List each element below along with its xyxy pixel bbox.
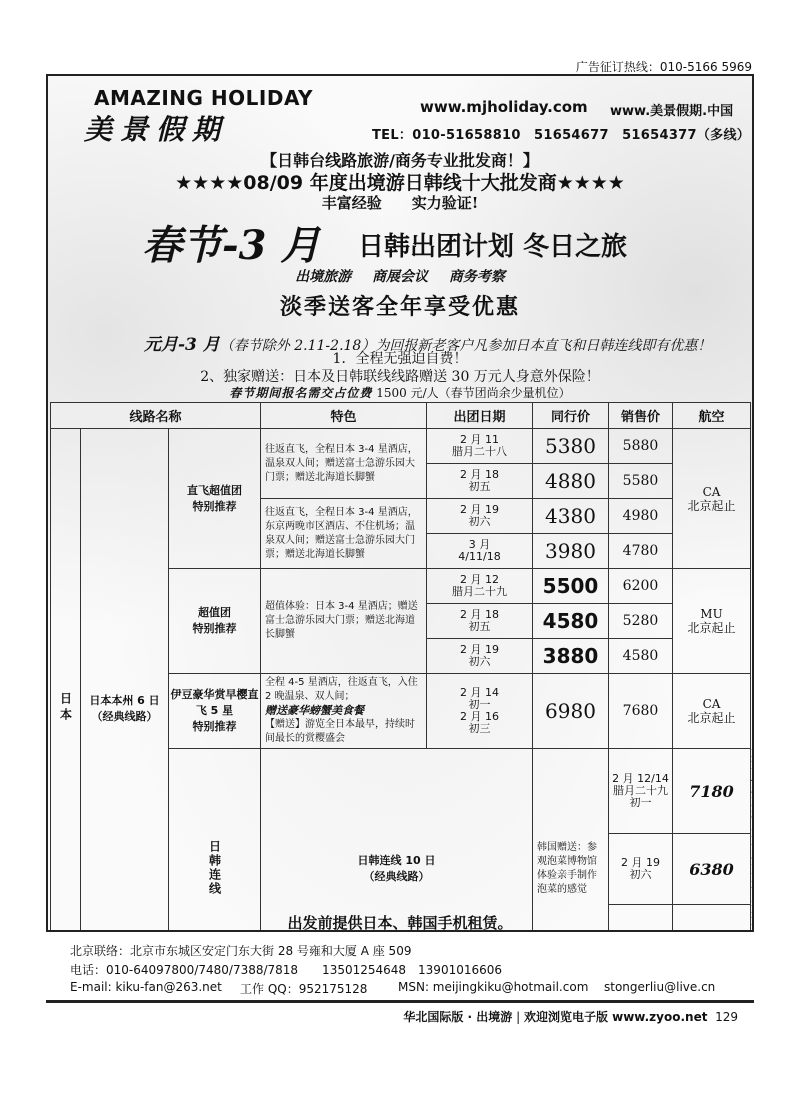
services: 出境旅游 商展会议 商务考察	[295, 269, 505, 285]
date-cell: 2 月 19 初六	[609, 834, 673, 905]
sale-price: 6200	[609, 569, 673, 604]
feature-direct-1: 往返直飞，全程日本 3-4 星酒店，温泉双人间；赠送富士急游乐园大门票；赠送北海道长脚蟹	[261, 429, 427, 499]
peer-price: 5500	[533, 569, 609, 604]
airline-ca-2: CA 北京起止	[673, 674, 751, 749]
brand-chinese: 美景假期	[84, 113, 229, 146]
browse-text[interactable]: 欢迎浏览电子版 www.zyoo.net	[523, 1010, 708, 1024]
contact-address: 北京联络：北京市东城区安定门东大街 28 号雍和大厦 A 座 509	[70, 944, 412, 958]
peer-price: 4380	[533, 499, 609, 534]
feature-jk: 韩国赠送：参观泡菜博物馆体验亲手制作泡菜的感觉	[533, 749, 609, 933]
headline-title: 日韩出团计划 冬日之旅	[358, 232, 628, 262]
ad-frame	[46, 74, 754, 932]
subgroup-izu: 伊豆豪华赏早樱直飞 5 星 特别推荐	[169, 674, 261, 749]
header-sale-price: 销售价	[609, 403, 673, 429]
slogan: 淡季送客全年享受优惠	[279, 294, 520, 320]
tour-table	[50, 402, 751, 932]
feature-value: 超值体验：日本 3-4 星酒店；赠送富士急游乐园大门票；赠送北海道长脚蟹	[261, 569, 427, 674]
date-cell: 3 月 4/11/18	[427, 534, 533, 569]
offer-period: 元月-3 月	[144, 335, 220, 355]
footer-divider	[46, 1000, 754, 1003]
peer-price: 3880	[533, 639, 609, 674]
peer-price: 3980	[533, 534, 609, 569]
subgroup-direct: 直飞超值团 特别推荐	[169, 429, 261, 569]
route-jk	[261, 749, 533, 933]
date-cell: 2 月 18 初五	[427, 604, 533, 639]
header-airline: 航空	[673, 403, 751, 429]
phone-rental-notice: 出发前提供日本、韩国手机租赁。	[287, 914, 513, 932]
date-cell: 2 月 12/14 腊月二十九 初一	[609, 749, 673, 834]
contact-msn[interactable]: MSN: meijingkiku@hotmail.com	[398, 980, 589, 994]
table-row	[51, 429, 751, 464]
peer-price: 4580	[533, 604, 609, 639]
contact-phones: 电话：010-64097800/7480/7388/7818 13501254648 13901016606	[70, 963, 503, 977]
page-footer: 华北国际版 · 出境游 | 欢迎浏览电子版 www.zyoo.net 129	[403, 1010, 738, 1024]
peer-price: 4880	[533, 464, 609, 499]
sale-price: 5280	[609, 604, 673, 639]
sale-price: 5880	[609, 429, 673, 464]
route-japan-name: 日本本州 6 日	[89, 694, 160, 707]
table-header-row	[51, 403, 751, 429]
sale-price: 5580	[609, 464, 673, 499]
airline-ca: CA 北京起止	[673, 429, 751, 569]
region-japan-label: 日本	[58, 691, 73, 724]
ad-hotline: 广告征订热线：010-5166 5969	[575, 60, 752, 74]
benefit-1: 1．全程无强迫自费！	[332, 351, 468, 367]
promo-line3: 丰富经验 实力验证!	[321, 194, 479, 212]
date-cell: 2 月 11 腊月二十八	[427, 429, 533, 464]
website-en[interactable]: www.mjholiday.com	[420, 98, 588, 116]
feature-izu-3: 【赠送】游览全日本最早，持续时间最长的赏樱盛会	[265, 719, 415, 744]
peer-price: 6380	[673, 834, 751, 905]
offer-text: （春节除外 2.11-2.18）为回报新老客户凡参加日本直飞和日韩连线即有优惠！	[219, 338, 712, 354]
date-cell: 2 月 14 初一 2 月 16 初三	[427, 674, 533, 749]
page-number: 129	[715, 1010, 738, 1024]
contact-email2[interactable]: stongerliu@live.cn	[604, 980, 716, 994]
header-date: 出团日期	[427, 403, 533, 429]
peer-price: 5380	[533, 429, 609, 464]
peer-price	[673, 930, 750, 932]
route-japan-sub: （经典线路）	[91, 710, 158, 723]
header-route: 线路名称	[51, 403, 261, 429]
contact-qq: 工作 QQ：952175128	[240, 982, 368, 996]
header-feature: 特色	[261, 403, 427, 429]
deposit-line	[48, 384, 752, 401]
airline-mu: MU 北京起止	[673, 569, 751, 674]
date-cell: 2 月 12 腊月二十九	[427, 569, 533, 604]
peer-price: 7180	[673, 749, 751, 834]
peer-price: 6980	[533, 674, 609, 749]
contact-email[interactable]: E-mail: kiku-fan@263.net	[70, 980, 222, 994]
headline-period: 春节-3 月	[142, 222, 321, 269]
deposit-value: 1500 元/人（春节团尚余少量机位）	[376, 386, 571, 400]
feature-izu-1: 全程 4-5 星酒店，往返直飞，入住 2 晚温泉、双人间；	[265, 677, 418, 702]
promo-line2: ★★★★08/09 年度出境游日韩线十大批发商★★★★	[175, 172, 625, 194]
benefit-2: 2、独家赠送：日本及日韩联线线路赠送 30 万元人身意外保险！	[200, 369, 600, 385]
header-tel: TEL：010-51658810 51654677 51654377（多线）	[372, 128, 751, 143]
route-jk-name: 日韩连线 10 日	[357, 854, 436, 867]
date-cell: 2 月 19 初六	[427, 639, 533, 674]
route-jk-sub: （经典线路）	[363, 870, 430, 883]
deposit-label: 春节期间报名需交占位费	[229, 386, 373, 400]
route-japan	[81, 429, 169, 933]
sale-price: 4980	[609, 499, 673, 534]
date-cell: 2 月 19 初六	[427, 499, 533, 534]
feature-direct-2: 往返直飞，全程日本 3-4 星酒店，东京两晚市区酒店、不住机场；温泉双人间；赠送富士急游乐园大门票；赠送北海道长脚蟹	[261, 499, 427, 569]
promo-line1: 【日韩台线路旅游/商务专业批发商！】	[261, 151, 539, 170]
sale-price: 7680	[609, 674, 673, 749]
region-jk-label: 日韩连线	[207, 839, 222, 896]
sale-price: 4580	[609, 639, 673, 674]
feature-izu-2: 赠送豪华螃蟹美食餐	[265, 704, 364, 717]
header-peer-price: 同行价	[533, 403, 609, 429]
feature-izu	[261, 674, 427, 749]
website-cn[interactable]: www.美景假期.中国	[610, 104, 734, 119]
subgroup-value: 超值团 特别推荐	[169, 569, 261, 674]
publication-name: 华北国际版 · 出境游	[403, 1010, 513, 1024]
region-japan-korea	[169, 749, 261, 933]
brand-english: AMAZING HOLIDAY	[94, 86, 313, 110]
region-japan	[51, 429, 81, 933]
date-cell: 2 月 18 初五	[427, 464, 533, 499]
sale-price: 4780	[609, 534, 673, 569]
